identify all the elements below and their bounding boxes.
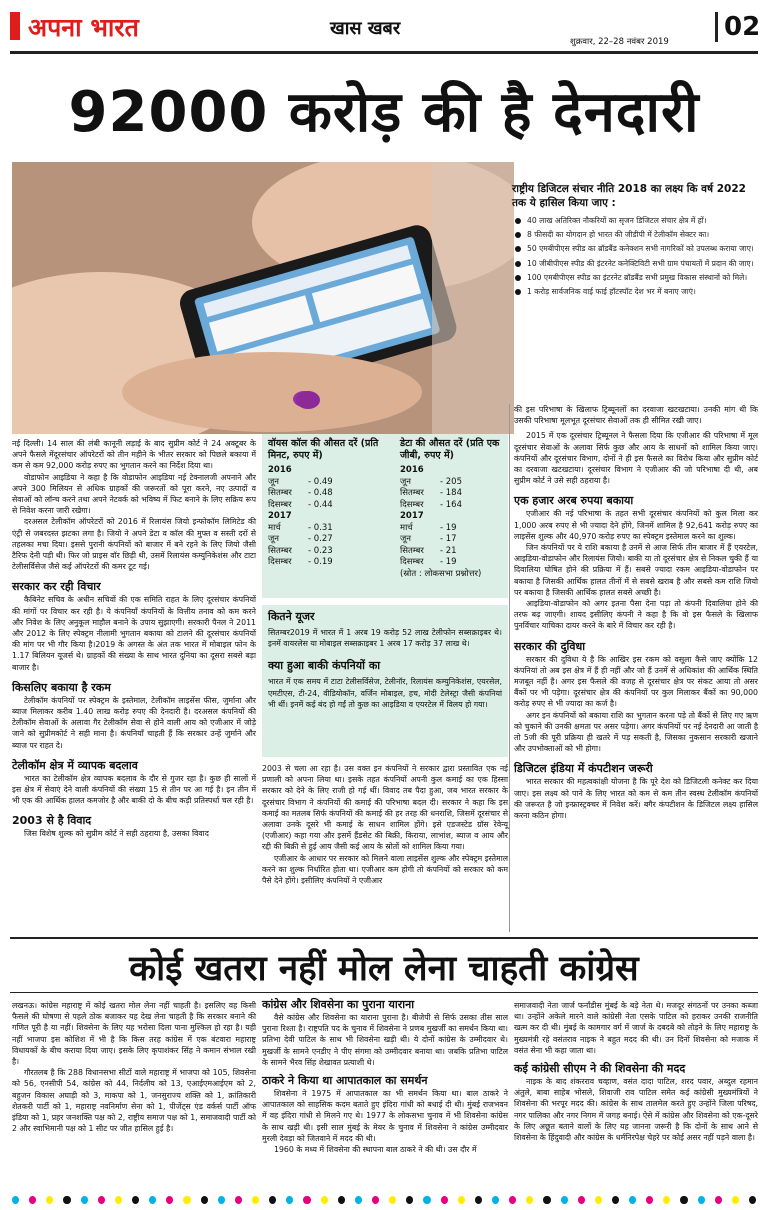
registration-dot — [149, 1196, 156, 1204]
registration-dot — [201, 1196, 208, 1204]
registration-dot — [698, 1196, 705, 1204]
paragraph: वैसे कांग्रेस और शिवसेना का याराना पुराना है। बीजेपी से सिर्फ उसका तीस साल पुराना रिश्ता है। राष्ट्रपति पद के चुनाव में शिवसेना ने प्रणब मुखर्जी का समर्थन किया था। प्रतिभा देवी पाटिल के साथ भी शिवसेना खड़ी थी। ये दोनों कांग्रेस के उम्मीदवार थे। मुखर्जी के सामने एनडीए ने पीए संगमा को उम्मीदवार बनाया था। जबकि प्रतिभा पाटिल के सामने भैरव सिंह शेखावत प्रत्याशी थे। — [262, 1013, 508, 1067]
paragraph: 2003 से चला आ रहा है। उस वक्त इन कंपनियों ने सरकार द्वारा प्रस्तावित एक नई प्रणाली को अपना लिया था। इसके तहत कंपनियों अपनी कुल कमाई का एक हिस्सा सरकार को देने के लिए राजी हो गई थीं। विवाद तब पैदा हुआ, जब भारत सरकार के दूरसंचार विभाग ने कंपनियों की कमाई की परिभाषा बदल दी। सरकार ने कहा कि इस कमाई का मतलब सिर्फ कंपनियों की कमाई की हर तरह की धनराशि, जिसमें दूरसंचार से अलावा उनके दूसरे भी कमाई के साधन शामिल होंगे। इसे एडजस्टेड ग्रॉस रेवेन्यू (एजीआर) कहा गया और इसमें हैंडसेट की बिक्री, किराया, लाभांश, ब्याज व आय और रद्दी की बिक्री से हुई आय जैसी कई आय के स्रोतों को शामिल किया गया। — [262, 764, 508, 852]
phone-in-hands-photo — [12, 162, 514, 434]
main-headline: 92000 करोड़ की है देनदारी — [68, 80, 700, 145]
registration-dot — [81, 1196, 88, 1204]
paragraph: वोडाफोन आइडिया ने कहा है कि वोडाफोन आइडिया नई टेक्नालजी अपनाने और अपने 300 मिलियन से अधिक ग्राहकों की जरूरतों को पूरा करने, नए उत्पादों व सेवाओं को लॉन्च करने तथा अपने नेटवर्क को भविष्य में फिट बनाने के लिए सक्रिय रूप से निवेश करना जारी रखेगा। — [12, 472, 256, 516]
paragraph: समाजवादी नेता जार्ज फर्नांडीस मुंबई के बड़े नेता थे। मजदूर संगठनों पर उनका कब्जा था। उन्होंने अकेले मारने वाले कांग्रेसी नेता एसके पाटिल को हराकर उनकी राजनीति खत्म कर दी थी। मुंबई के कामगार वर्ग में जार्ज के दबदबे को तोड़ने के लिए महाराष्ट्र के मुख्यमंत्री रहे वसंतराव नाइक ने बहुत मदद की थी। उन दिनों शिवसेना को मजाक में वसंत सेना भी कहा जाता था। — [514, 1001, 758, 1055]
policy-goal-item: 10 जीबीपीएस स्पीड की इंटरनेट कनेक्टिविटी सभी ग्राम पंचायतों में प्रदान की जाए। — [512, 259, 756, 269]
paragraph: नई दिल्ली। 14 साल की लंबी कानूनी लड़ाई के बाद सुप्रीम कोर्ट ने 24 अक्टूबर के अपने फैसले मेंदूरसंचार ऑपरेटरों को तीन महीने के भीतर सरकार को पिछले बकाया में कम से कम 92,000 करोड़ रुपए का भुगतान करने का निर्देश दिया था। — [12, 439, 256, 471]
rate-row: जून - 17 — [400, 534, 457, 544]
paragraph: कैबिनेट सचिव के अधीन सचिवों की एक समिति राहत के लिए दूरसंचार कंपनियों की मांगों पर विचार कर रही है। ये कंपनियाँ कंपनियों के वित्तीय तनाव को कम करने और निवेश के लिए अनुकूल माहौल बनाने के उपाय सुझाएगी। सरकारी पैनल ने 2011 और 2012 के लिए स्पेक्ट्रम नीलामी भुगतान बकाया को टालने की दूरसंचार कंपनियों की मांग पर भी गौर किया है।2019 के अगस्त के अंत तक भारत में मोबाइल फोन के 1.17 बिलियन यूजर्स थे। ग्राहकों की संख्या के साथ भारत दुनिया का दूसरा सबसे बड़ा बाजार है। — [12, 595, 256, 672]
rate-row: सितम्बर - 184 — [400, 488, 462, 498]
registration-dot — [578, 1196, 585, 1204]
registration-dot — [543, 1196, 550, 1204]
registration-dot — [46, 1196, 53, 1204]
subheading: कई कांग्रेसी सीएम ने की शिवसेना की मदद — [514, 1062, 686, 1076]
rate-year: 2016 — [400, 465, 424, 475]
registration-dot — [338, 1196, 345, 1204]
registration-dot — [715, 1196, 722, 1204]
registration-dot — [663, 1196, 670, 1204]
policy-goals-title: राष्ट्रीय डिजिटल संचार नीति 2018 का लक्ष्य कि वर्ष 2022 तक ये हासिल किया जाए : — [512, 183, 746, 209]
rate-row: दिसम्बर - 19 — [400, 557, 457, 567]
subheading: कांग्रेस और शिवसेना का पुराना याराना — [262, 998, 415, 1011]
paragraph: टेलीकॉम कंपनियों पर स्पेक्ट्रम के इस्तेमाल, टेलीकॉम लाइसेंस फीस, जुर्माना और ब्याज मिलाकर करीब 1.40 लाख करोड़ रुपए की देनदारी है। दरअसल कंपनियों की टेलीकॉम सेवाओं के अलावा गैर टेलीकॉम सेवा से होने वाली आय को एजीआर में जोड़े जाने को सुप्रीमकोर्ट ने सही माना है। कंपनियाँ चाहती हैं कि सरकार उन्हें जुर्माने और ब्याज पर राहत दे। — [12, 695, 256, 750]
registration-dot — [492, 1196, 499, 1204]
phone-illustration — [12, 162, 514, 434]
policy-goal-item: 40 लाख अतिरिक्त नौकरियों का सृजन डिजिटल संचार क्षेत्र में हों। — [512, 216, 756, 226]
data-rates-table — [400, 438, 506, 580]
story2-column-3 — [514, 1000, 758, 1143]
other-companies-title: क्या हुआ बाकी कंपनियों का — [268, 659, 381, 673]
policy-goal-item: 1 करोड़ सार्वजनिक वाई फाई हॉटस्पॉट देश भर में बनाए जाएं। — [512, 287, 756, 297]
headline-underline — [10, 992, 758, 993]
registration-dot — [63, 1196, 70, 1204]
article-column-2 — [262, 763, 508, 886]
data-rates-title: डेटा की औसत दरें (प्रति एक जीबी, रुपए में) — [400, 438, 500, 461]
article-column-3 — [514, 404, 758, 821]
users-title: कितने यूजर — [268, 610, 315, 623]
newspaper-logo: अपना भारत — [28, 13, 139, 42]
registration-dot — [355, 1196, 362, 1204]
voice-rates-table — [268, 438, 384, 569]
registration-dot — [29, 1196, 36, 1204]
paragraph: की इस परिभाषा के खिलाफ ट्रिब्यूनलों का दरवाजा खटखटाया। उनकी मांग थी कि उसकी परिभाषा मूलभूत दूरसंचार सेवाओं तक ही सीमित रखी जाए। — [514, 405, 758, 426]
rate-row: जून - 0.49 — [268, 476, 333, 487]
article-column-1 — [12, 438, 256, 840]
registration-dot — [115, 1196, 122, 1204]
rate-row: सितम्बर - 21 — [400, 545, 457, 556]
registration-dot — [526, 1196, 533, 1204]
users-text: सितम्बर2019 में भारत में 1 अरब 19 करोड़ 52 लाख टेलीफोन सब्सक्राइबर थे। इनमें वायरलेस या मोबाइल सब्सक्राइबर 1 अरब 17 करोड़ 37 लाख थे। — [268, 628, 502, 649]
paragraph: जिस विशेष शुल्क को सुप्रीम कोर्ट ने सही ठहराया है, उसका विवाद — [24, 829, 209, 839]
subheading: टेलीकॉम क्षेत्र में व्यापक बदलाव — [12, 758, 138, 772]
story2-column-2 — [262, 998, 508, 1155]
policy-goal-item: 100 एमबीपीएस स्पीड का इंटरनेट ब्रॉडबैंड सभी प्रमुख विकास संस्थानों को मिले। — [512, 273, 756, 283]
registration-dot — [509, 1196, 516, 1204]
policy-goal-item: 8 फीसदी का योगदान हो भारत की जीडीपी में टेलीकॉम सेक्टर का। — [512, 230, 756, 240]
paragraph: भारत का टेलीकॉम क्षेत्र व्यापक बदलाव के दौर से गुजर रहा है। कुछ ही सालों में इस क्षेत्र में सेवाएं देने वाली कंपनियों की संख्या 15 से तीन पर आ गई है। इन तीन में भी एक की आर्थिक हालत कमजोर है और बाकी दो के बीच कड़ी प्रतिस्पर्धा चल रही है। — [12, 773, 256, 806]
registration-dot — [372, 1196, 379, 1204]
rate-row: मार्च - 19 — [400, 522, 457, 533]
registration-dot — [629, 1196, 636, 1204]
subheading: एक हजार अरब रुपया बकाया — [514, 494, 634, 508]
voice-rates-title: वॉयस कॉल की औसत दरें (प्रति मिनट, रुपए में) — [268, 438, 379, 461]
section-name: खास खबर — [330, 18, 401, 39]
registration-dot — [561, 1196, 568, 1204]
registration-dot — [612, 1196, 619, 1204]
subheading: 2003 से है विवाद — [12, 814, 92, 828]
rate-row: दिसम्बर - 0.44 — [268, 499, 333, 510]
paragraph: जिन कंपनियों पर ये राशि बकाया है उनमें से आज सिर्फ तीन बाजार में हैं एयरटेल, आइडिया-वोडाफोन और रिलायंस जियो। बाकी या तो दूरसंचार क्षेत्र से निकल चुकी हैं या दिवालिया घोषित होने की प्रक्रिया में हैं। सबसे ज्यादा रकम आइडिया-वोडाफोन पर बकाया है जिसकी आर्थिक हालत तीनों में से सबसे खराब है और सबसे कम राशि जियो पर बकाया है जिसकी आर्थिक हालत सबसे अच्छी है। — [514, 543, 758, 597]
masthead-red-block — [10, 12, 20, 40]
paragraph: एजीआर की नई परिभाषा के तहत सभी दूरसंचार कंपनियों को कुल मिला कर 1,000 अरब रुपए से भी ज्यादा देने होंगे, जिनमें शामिल है 92,641 करोड़ रुपए का लाइसेंस शुल्क और 40,970 करोड़ रुपए का स्पेक्ट्रम इस्तेमाल करने का शुल्क। — [514, 509, 758, 541]
paragraph: 2015 में एक दूरसंचार ट्रिब्यूनल ने फैसला दिया कि एजीआर की परिभाषा में मूल दूरसंचार सेवाओं के अलावा सिर्फ कुछ और आय के साधनों को शामिल किया जाए। कंपनियों और दूरसंचार विभाग, दोनों ने ही इस फैसले का विरोध किया और सुप्रीम कोर्ट का दरवाजा खटखटाया। दूरसंचार विभाग ने एजीआर की जो परिभाषा दी थी, अब सुप्रीम कोर्ट ने उसे सही ठहराया है। — [514, 431, 758, 486]
registration-dot — [235, 1196, 242, 1204]
registration-dot — [321, 1196, 328, 1204]
registration-dot — [269, 1196, 276, 1204]
story2-column-1 — [12, 1000, 256, 1134]
registration-dot — [98, 1196, 105, 1204]
story-divider — [10, 937, 758, 939]
masthead — [10, 8, 761, 54]
registration-dot — [732, 1196, 739, 1204]
issue-date: शुक्रवार, 22–28 नवंबर 2019 — [570, 37, 669, 47]
registration-dot — [303, 1196, 310, 1204]
subheading: किसलिए बकाया है रकम — [12, 680, 111, 694]
subheading: सरकार कर रही विचार — [12, 580, 101, 594]
users-box — [262, 605, 508, 757]
rate-row: दिसम्बर - 0.19 — [268, 557, 333, 567]
column-divider — [509, 404, 510, 932]
rate-row: दिसम्बर - 164 — [400, 499, 462, 510]
registration-dot — [132, 1196, 139, 1204]
registration-dot — [646, 1196, 653, 1204]
paragraph: लखनऊ। कांग्रेस महाराष्ट्र में कोई खतरा मोल लेना नहीं चाहती है। इसलिए वह किसी फैसले की घोषणा से पहले ठोक बजाकर यह देख लेना चाहती है कि सरकार बनाने की गणित पूरी है या नहीं। शिवसेना के लिए यह भरोसा दिला पाना मुश्किल हो रहा है। यही नहीं भाजपा इस कोशिश में भी है कि किस तरह कांग्रेस में एक बंटवारा महाराष्ट्र विधायकों के बीच कराया दिया जाए। इसके लिए कृपाशंकर सिंह ने कमान संभाल रखी है। — [12, 1001, 256, 1067]
paragraph: दरअसल टेलीकॉम ऑपरेटरों को 2016 में रिलायंस जियो इन्फोकॉम लिमिटेड की एंट्री से जबरदस्त झटका लगा है। जियो ने अपने डेटा व कॉल की मुफ्त व सस्ती दरों से तहलका मचा दिया। इससे पुरानी कंपनियों को बाजार में बने रहने के लिए जियो जैसी टैरिफ देनी पड़ी थी। फिर जो प्राइस वॉर छिड़ी थी, उसमें रिलायंस कम्युनिकेशंस और टाटा टेलीसर्विसेज जैसे कई ऑपरेटरों की कमर टूट गई। — [12, 517, 256, 572]
paragraph: गौरतलब है कि 288 विधानसभा सीटों वाले महाराष्ट्र में भाजपा को 105, शिवसेना को 56, एनसीपी 54, कांग्रेस को 44, निर्दलीय को 13, एआईएमआईएम को 2, बहुजन विकास अघाड़ी को 3, माकपा को 1, जनसुराज्य शक्ति को 1, क्रांतिकारी शेतकरी पार्टी को 1, महाराष्ट्र नवनिर्माण सेना को 1, पीजेंट्स एंड वर्कर्स पार्टी ऑफ इंडिया को 1, प्रहर जनशक्ति पक्ष को 2, राष्ट्रीय समाज पक्ष को 1, समाजवादी पार्टी को 2 और स्वाभिमानी पक्ष को 1 सीट पर जीत हासिल हुई है। — [12, 1068, 256, 1134]
registration-dot — [475, 1196, 482, 1204]
page-number: 02 — [715, 12, 758, 42]
rates-source: (स्रोत : लोकसभा प्रश्नोत्तर) — [400, 568, 482, 579]
paragraph: सरकार की दुविधा ये है कि आखिर इस रकम को वसूला कैसे जाए क्योंकि 12 कंपनियां तो अब इस क्षेत्र में हैं ही नहीं और जो हैं उनमें से अधिकांश की आर्थिक स्थिति मजबूत नहीं है। अगर इस फैसले की वजह से दूरसंचार क्षेत्र पर संकट आया तो असर बैंकों पर भी पड़ेगा। दूरसंचार क्षेत्र की कंपनियों पर कुल मिलाकर बैंकों का 90,000 करोड़ रुपए से भी ज्यादा का कर्ज है। — [514, 654, 758, 709]
rate-row: जून - 205 — [400, 476, 462, 487]
registration-dot — [458, 1196, 465, 1204]
paragraph: भारत सरकार की महत्वकांक्षी योजना है कि पूरे देश को डिजिटली कनेक्ट कर दिया जाए। इस लक्ष्य को पाने के लिए भारत को कम से कम तीन स्वस्थ टेलीकॉम कंपनियों की जरूरत है जो इन्फ्रास्ट्रक्चर में निवेश करें। बगैर कंपटीशन के डिजिटल लक्ष्य हासिल करना कठिन होगा। — [514, 777, 758, 821]
registration-dot — [680, 1196, 687, 1204]
rate-row: मार्च - 0.31 — [268, 522, 333, 533]
paragraph: एजीआर के आधार पर सरकार को मिलने वाला लाइसेंस शुल्क और स्पेक्ट्रम इस्तेमाल करने का शुल्क निर्धारित होता था। एजीआर कम होगी तो कंपनियों को सरकार को कम पैसे देने होंगे। इसीलिए कंपनियों ने एजीआर — [262, 853, 508, 886]
other-companies-text: भारत में एक समय में टाटा टेलीसर्विसेज, टेलीनॉर, रिलायंस कम्युनिकेशंस, एयरसेल, एमटीएस, टी-24, वीडियोकॉन, वर्जिन मोबाइल, हच, मोदी टेलेस्ट्रा जैसी कंपनियां भी थीं। इनमें कई बंद हो गईं तो कुछ का आइडिया व एयरटेल में विलय हो गया। — [268, 677, 502, 709]
registration-dot — [252, 1196, 259, 1204]
rate-row: जून - 0.27 — [268, 534, 333, 544]
paragraph: अगर इन कंपनियों को बकाया राशि का भुगतान करना पड़े तो बैंकों से लिए गए ऋण को चुकाने की उनकी क्षमता पर असर पड़ेगा। अगर कंपनियों पर नई देनदारी आ जाती है तो 5जी की पूरी प्रक्रिया ही खतरे में पड़ सकती है, जिसका नुकसान सरकारी खजाने और उपभोक्ताओं को भी होगा। — [514, 710, 758, 754]
registration-dot — [423, 1196, 430, 1204]
registration-dot — [166, 1196, 173, 1204]
registration-dot — [389, 1196, 396, 1204]
paragraph: शिवसेना ने 1975 में आपातकाल का भी समर्थन किया था। बाल ठाकरे ने आपातकाल को साहसिक कदम बताते हुए इंदिरा गांधी को बधाई दी थी। मुंबई राजभवन में वह इंदिरा गांधी से मिलने गए थे। 1977 के लोकसभा चुनाव में भी शिवसेना कांग्रेस के साथ खड़ी थी। इसी साल मुंबई के मेयर के चुनाव में शिवसेना ने कांग्रेस उम्मीदवार मुरली देवड़ा को जितवाने में मदद की थी। — [262, 1089, 508, 1143]
registration-dot — [749, 1196, 756, 1204]
registration-dot — [12, 1196, 19, 1204]
subheading: डिजिटल इंडिया में कंपटीशन जरूरी — [514, 762, 653, 776]
subheading: सरकार की दुविधा — [514, 639, 586, 653]
subheading: ठाकरे ने किया था आपातकाल का समर्थन — [262, 1074, 428, 1088]
policy-goals-box — [512, 182, 756, 404]
policy-goal-item: 50 एमबीपीएस स्पीड का ब्रॉडबैंड कनेक्शन सभी नागरिकों को उपलब्ध कराया जाए। — [512, 244, 756, 254]
rate-row: सितम्बर - 0.23 — [268, 545, 333, 556]
registration-dot — [441, 1196, 448, 1204]
print-color-registration-bar — [12, 1196, 756, 1204]
registration-dot — [218, 1196, 225, 1204]
paragraph: आइडिया-वोडाफोन को अगर इतना पैसा देना पड़ा तो कंपनी दिवालिया होने की तरफ बढ़ जाएगी। शायद इसीलिए कंपनी ने कहा है कि वो इस फैसले के खिलाफ पुनर्विचार याचिका दायर करने के बारे में विचार कर रही है। — [514, 599, 758, 631]
rate-year: 2017 — [400, 511, 424, 521]
second-headline: कोई खतरा नहीं मोल लेना चाहती कांग्रेस — [129, 949, 639, 989]
rate-year: 2016 — [268, 465, 292, 475]
paragraph: 1960 के मध्य में शिवसेना की स्थापना बाल ठाकरे ने की थी। उस दौर में — [274, 1145, 477, 1155]
registration-dot — [595, 1196, 602, 1204]
paragraph: नाइक के बाद शंकरराव चव्हाण, वसंत दादा पाटिल, शरद पवार, अब्दुल रहमान अंतुले, बाबा साहेब भोसले, शिवाजी राव पाटिल समेत कई कांग्रेसी मुख्यमंत्रियों ने शिवसेना की भरपूर मदद की। कांग्रेस के साथ तालमेल करते हुए उन्होंने जिला परिषद, नगर पालिका और नगर निगम में जगह बनाई। ऐसे में कांग्रेस और शिवसेना को एक-दूसरे के लिए अछूत बताने वालों के लिए यह जानना जरूरी है कि दोनों के साथ आने से शिवसेना के हिंदुवादी और कांग्रेस के धर्मनिरपेक्ष चेहरे पर कोई असर नहीं पड़ने वाला है। — [514, 1077, 758, 1143]
registration-dot — [286, 1196, 293, 1204]
registration-dot — [406, 1196, 413, 1204]
rate-row: सितम्बर - 0.48 — [268, 488, 333, 498]
rate-year: 2017 — [268, 511, 292, 521]
registration-dot — [183, 1196, 190, 1204]
